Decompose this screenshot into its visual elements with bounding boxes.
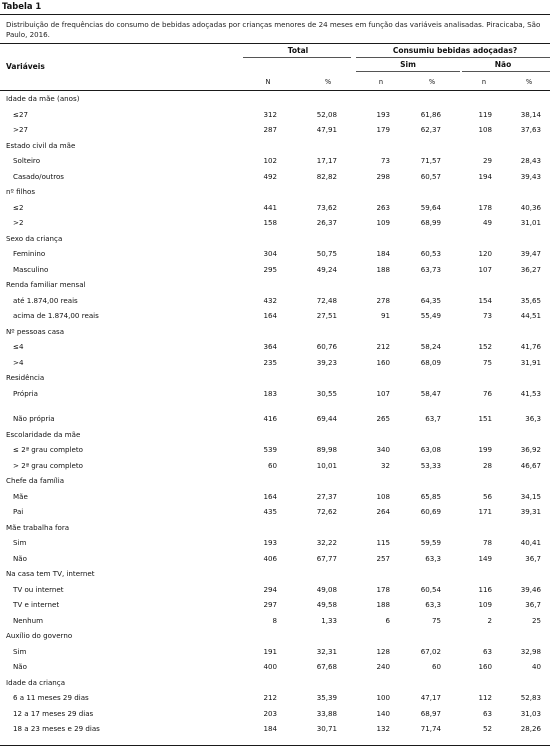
cell-no-n: 2 bbox=[487, 615, 492, 625]
row-label: Não bbox=[13, 553, 27, 563]
top-rule bbox=[0, 14, 550, 15]
cell-yes-pct: 63,73 bbox=[420, 264, 441, 274]
cell-yes-pct: 60,69 bbox=[420, 507, 441, 516]
cell-total-n: 297 bbox=[263, 600, 277, 609]
table-row bbox=[0, 616, 550, 628]
row-label: ≤27 bbox=[13, 109, 28, 119]
cell-no-n: 199 bbox=[478, 445, 492, 454]
header-bottom-rule bbox=[0, 90, 550, 91]
cell-yes-pct: 68,99 bbox=[420, 218, 441, 227]
cell-no-pct: 40,36 bbox=[520, 202, 541, 212]
cell-yes-pct: 58,47 bbox=[420, 388, 441, 398]
category-row bbox=[0, 373, 550, 385]
cell-no-n: 75 bbox=[482, 357, 492, 367]
cell-yes-pct: 55,49 bbox=[420, 311, 441, 320]
row-label: Própria bbox=[13, 388, 38, 398]
cell-yes-pct: 67,02 bbox=[420, 646, 441, 656]
cell-yes-n: 263 bbox=[376, 202, 390, 212]
cell-total-n: 435 bbox=[263, 507, 277, 516]
table-row bbox=[0, 156, 550, 168]
cell-total-pct: 30,55 bbox=[316, 388, 337, 398]
cell-yes-n: 340 bbox=[376, 445, 390, 454]
cell-total-n: 235 bbox=[263, 357, 277, 367]
cell-yes-n: 91 bbox=[380, 311, 390, 320]
cell-no-n: 29 bbox=[482, 156, 492, 165]
cell-no-n: 108 bbox=[478, 125, 492, 134]
cell-total-pct: 1,33 bbox=[321, 615, 337, 625]
cell-total-pct: 67,68 bbox=[316, 662, 337, 671]
category-row bbox=[0, 430, 550, 442]
header-total: Total bbox=[287, 46, 309, 55]
cell-total-n: 158 bbox=[263, 218, 277, 227]
table-row bbox=[0, 172, 550, 184]
row-label: > 2ª grau completo bbox=[13, 460, 83, 470]
row-label: 18 a 23 meses e 29 dias bbox=[13, 724, 100, 733]
table-row bbox=[0, 389, 550, 401]
category-label: Escolaridade da mãe bbox=[6, 429, 81, 439]
cell-total-pct: 30,71 bbox=[316, 724, 337, 733]
cell-no-pct: 31,03 bbox=[520, 708, 541, 718]
cell-no-n: 52 bbox=[482, 724, 492, 733]
row-label: Não bbox=[13, 662, 27, 671]
row-label: acima de 1.874,00 reais bbox=[13, 311, 99, 320]
cell-no-pct: 36,7 bbox=[525, 553, 541, 563]
table-row bbox=[0, 600, 550, 612]
cell-yes-pct: 71,74 bbox=[420, 724, 441, 733]
category-row bbox=[0, 523, 550, 535]
cell-no-pct: 52,83 bbox=[520, 693, 541, 702]
cell-total-pct: 32,22 bbox=[316, 538, 337, 547]
cell-no-pct: 28,26 bbox=[520, 724, 541, 733]
table-row bbox=[0, 585, 550, 597]
cell-total-pct: 73,62 bbox=[316, 202, 337, 212]
category-row bbox=[0, 187, 550, 199]
cell-yes-pct: 68,97 bbox=[420, 708, 441, 718]
row-label: Nenhum bbox=[13, 615, 44, 625]
cell-yes-pct: 60 bbox=[431, 662, 441, 671]
cell-no-n: 76 bbox=[482, 388, 492, 398]
table-row bbox=[0, 296, 550, 308]
row-label: Casado/outros bbox=[13, 171, 64, 181]
cell-total-n: 102 bbox=[263, 156, 277, 165]
row-label: >2 bbox=[13, 218, 24, 227]
cell-no-pct: 31,91 bbox=[520, 357, 541, 367]
cell-yes-n: 212 bbox=[376, 342, 390, 351]
cell-no-pct: 39,31 bbox=[520, 507, 541, 516]
table-row bbox=[0, 709, 550, 721]
header-yes: Sim bbox=[400, 60, 416, 69]
cell-no-n: 151 bbox=[478, 414, 492, 423]
cell-no-pct: 28,43 bbox=[520, 156, 541, 165]
cell-total-n: 60 bbox=[267, 460, 277, 470]
category-label: Renda familiar mensal bbox=[6, 280, 86, 289]
table-bottom-rule bbox=[0, 745, 550, 746]
cell-no-pct: 39,43 bbox=[520, 171, 541, 181]
cell-yes-n: 109 bbox=[376, 218, 390, 227]
cell-yes-pct: 64,35 bbox=[420, 295, 441, 305]
cell-yes-n: 107 bbox=[376, 388, 390, 398]
cell-total-pct: 47,91 bbox=[316, 125, 337, 134]
row-label: Sim bbox=[13, 538, 27, 547]
cell-yes-pct: 61,86 bbox=[420, 109, 441, 119]
cell-yes-n: 265 bbox=[376, 414, 390, 423]
table-row bbox=[0, 724, 550, 736]
cell-yes-n: 115 bbox=[376, 538, 390, 547]
row-label: ≤2 bbox=[13, 202, 24, 212]
cell-total-pct: 32,31 bbox=[316, 646, 337, 656]
cell-no-n: 56 bbox=[482, 491, 492, 501]
cell-total-n: 8 bbox=[272, 615, 277, 625]
row-label: >4 bbox=[13, 357, 24, 367]
cell-total-n: 400 bbox=[263, 662, 277, 671]
table-row bbox=[0, 662, 550, 674]
category-row bbox=[0, 280, 550, 292]
cell-total-n: 416 bbox=[263, 414, 277, 423]
cell-total-pct: 82,82 bbox=[316, 171, 337, 181]
row-label: >27 bbox=[13, 125, 28, 134]
cell-yes-n: 6 bbox=[385, 615, 390, 625]
cell-no-pct: 39,46 bbox=[520, 584, 541, 594]
cell-total-n: 164 bbox=[263, 311, 277, 320]
category-label: Nº pessoas casa bbox=[6, 326, 65, 336]
table-row bbox=[0, 693, 550, 705]
cell-yes-pct: 60,57 bbox=[420, 171, 441, 181]
col-head-total-n: N bbox=[265, 78, 271, 86]
cell-yes-pct: 59,59 bbox=[420, 538, 441, 547]
cell-yes-n: 184 bbox=[376, 249, 390, 258]
cell-yes-n: 100 bbox=[376, 693, 390, 702]
cell-yes-pct: 59,64 bbox=[420, 202, 441, 212]
cell-total-n: 304 bbox=[263, 249, 277, 258]
yes-underline bbox=[356, 71, 460, 72]
cell-yes-n: 188 bbox=[376, 264, 390, 274]
cell-total-n: 191 bbox=[263, 646, 277, 656]
cell-no-n: 152 bbox=[478, 342, 492, 351]
cell-total-pct: 49,24 bbox=[316, 264, 337, 274]
cell-no-pct: 41,53 bbox=[520, 388, 541, 398]
header-no: Não bbox=[494, 60, 512, 69]
cell-yes-n: 193 bbox=[376, 109, 390, 119]
cell-yes-n: 73 bbox=[380, 156, 390, 165]
row-label: 6 a 11 meses 29 dias bbox=[13, 693, 89, 702]
cell-total-pct: 50,75 bbox=[316, 249, 337, 258]
category-row bbox=[0, 678, 550, 690]
cell-no-pct: 25 bbox=[531, 615, 541, 625]
table-row bbox=[0, 647, 550, 659]
cell-no-pct: 36,3 bbox=[525, 414, 541, 423]
cell-total-pct: 49,08 bbox=[316, 584, 337, 594]
table-row bbox=[0, 218, 550, 230]
category-row bbox=[0, 476, 550, 488]
col-head-yes-n: n bbox=[378, 78, 384, 86]
row-label: Não própria bbox=[13, 414, 55, 423]
col-head-yes-pct: % bbox=[428, 78, 436, 86]
cell-total-n: 184 bbox=[263, 724, 277, 733]
cell-total-pct: 67,77 bbox=[316, 553, 337, 563]
row-label: até 1.874,00 reais bbox=[13, 295, 78, 305]
consumed-underline bbox=[356, 57, 550, 58]
category-row bbox=[0, 141, 550, 153]
cell-no-n: 120 bbox=[478, 249, 492, 258]
table-row bbox=[0, 461, 550, 473]
header-consumed: Consumiu bebidas adoçadas? bbox=[392, 46, 518, 55]
cell-yes-n: 132 bbox=[376, 724, 390, 733]
cell-no-n: 28 bbox=[482, 460, 492, 470]
cell-yes-pct: 53,33 bbox=[420, 460, 441, 470]
table-row bbox=[0, 249, 550, 261]
category-row bbox=[0, 631, 550, 643]
cell-no-n: 178 bbox=[478, 202, 492, 212]
cell-total-n: 287 bbox=[263, 125, 277, 134]
table-row bbox=[0, 507, 550, 519]
cell-no-n: 73 bbox=[482, 311, 492, 320]
cell-total-n: 294 bbox=[263, 584, 277, 594]
cell-no-n: 194 bbox=[478, 171, 492, 181]
cell-total-pct: 69,44 bbox=[316, 414, 337, 423]
cell-total-n: 193 bbox=[263, 538, 277, 547]
category-row bbox=[0, 327, 550, 339]
table-row bbox=[0, 311, 550, 323]
cell-no-n: 154 bbox=[478, 295, 492, 305]
cell-yes-n: 128 bbox=[376, 646, 390, 656]
category-label: Sexo da criança bbox=[6, 233, 63, 243]
cell-yes-pct: 63,3 bbox=[425, 600, 441, 609]
cell-yes-pct: 71,57 bbox=[420, 156, 441, 165]
table-row bbox=[0, 538, 550, 550]
cell-total-pct: 49,58 bbox=[316, 600, 337, 609]
table-row bbox=[0, 492, 550, 504]
table-row bbox=[0, 203, 550, 215]
cell-total-n: 432 bbox=[263, 295, 277, 305]
cell-total-pct: 27,37 bbox=[316, 491, 337, 501]
cell-no-n: 49 bbox=[482, 218, 492, 227]
category-label: Idade da mãe (anos) bbox=[6, 94, 80, 103]
cell-yes-pct: 63,7 bbox=[425, 414, 441, 423]
table-row bbox=[0, 445, 550, 457]
cell-yes-n: 240 bbox=[376, 662, 390, 671]
cell-no-pct: 34,15 bbox=[520, 491, 541, 501]
table-row bbox=[0, 125, 550, 137]
cell-yes-pct: 60,53 bbox=[420, 249, 441, 258]
cell-no-n: 63 bbox=[482, 708, 492, 718]
cell-yes-n: 264 bbox=[376, 507, 390, 516]
cell-yes-pct: 65,85 bbox=[420, 491, 441, 501]
cell-no-pct: 44,51 bbox=[520, 311, 541, 320]
category-label: Idade da criança bbox=[6, 677, 66, 687]
cell-no-n: 171 bbox=[478, 507, 492, 516]
cell-no-n: 78 bbox=[482, 538, 492, 547]
cell-total-pct: 39,23 bbox=[316, 357, 337, 367]
row-label: Mãe bbox=[13, 491, 28, 501]
cell-no-pct: 40,41 bbox=[520, 538, 541, 547]
cell-yes-n: 298 bbox=[376, 171, 390, 181]
cell-total-n: 164 bbox=[263, 491, 277, 501]
cell-total-n: 312 bbox=[263, 109, 277, 119]
cell-yes-pct: 62,37 bbox=[420, 125, 441, 134]
cell-no-n: 112 bbox=[478, 693, 492, 702]
row-label: Sim bbox=[13, 646, 27, 656]
cell-no-n: 119 bbox=[478, 109, 492, 119]
table-caption: Distribuição de frequências do consumo de bebidas adoçadas por crianças menores de 24 meses em função das variáveis analisadas. Piracicaba, São Paulo, 2016. bbox=[6, 20, 541, 40]
category-label: Chefe da família bbox=[6, 476, 65, 485]
header-variables: Variáveis bbox=[6, 62, 45, 71]
cell-total-pct: 89,98 bbox=[316, 445, 337, 454]
cell-no-pct: 32,98 bbox=[520, 646, 541, 656]
cell-total-pct: 17,17 bbox=[316, 156, 337, 165]
category-label: Mãe trabalha fora bbox=[6, 522, 70, 532]
cell-no-n: 109 bbox=[478, 600, 492, 609]
table-row bbox=[0, 110, 550, 122]
table-row bbox=[0, 265, 550, 277]
category-label: Auxílio do governo bbox=[6, 631, 73, 640]
cell-total-pct: 10,01 bbox=[316, 460, 337, 470]
cell-total-pct: 72,62 bbox=[316, 507, 337, 516]
cell-yes-n: 257 bbox=[376, 553, 390, 563]
cell-no-pct: 40 bbox=[531, 662, 541, 671]
cell-yes-n: 178 bbox=[376, 584, 390, 594]
category-label: Na casa tem TV, internet bbox=[6, 569, 95, 578]
cell-total-pct: 33,88 bbox=[316, 708, 337, 718]
row-label: TV ou internet bbox=[13, 584, 64, 594]
cell-yes-n: 188 bbox=[376, 600, 390, 609]
cell-no-pct: 35,65 bbox=[520, 295, 541, 305]
table-row bbox=[0, 554, 550, 566]
category-row bbox=[0, 94, 550, 106]
cell-total-n: 539 bbox=[263, 445, 277, 454]
cell-no-n: 107 bbox=[478, 264, 492, 274]
cell-no-pct: 36,27 bbox=[520, 264, 541, 274]
cell-total-pct: 72,48 bbox=[316, 295, 337, 305]
cell-yes-pct: 47,17 bbox=[420, 693, 441, 702]
cell-yes-pct: 75 bbox=[431, 615, 441, 625]
category-row bbox=[0, 569, 550, 581]
category-label: nº filhos bbox=[6, 187, 36, 196]
cell-yes-n: 278 bbox=[376, 295, 390, 305]
cell-total-n: 183 bbox=[263, 388, 277, 398]
cell-yes-pct: 68,09 bbox=[420, 357, 441, 367]
category-row bbox=[0, 234, 550, 246]
header-top-rule bbox=[0, 43, 550, 44]
cell-yes-n: 179 bbox=[376, 125, 390, 134]
cell-total-pct: 26,37 bbox=[316, 218, 337, 227]
cell-total-n: 441 bbox=[263, 202, 277, 212]
cell-total-pct: 60,76 bbox=[316, 342, 337, 351]
cell-yes-pct: 58,24 bbox=[420, 342, 441, 351]
category-label: Estado civil da mãe bbox=[6, 140, 76, 150]
table-row bbox=[0, 358, 550, 370]
cell-no-pct: 46,67 bbox=[520, 460, 541, 470]
category-label: Residência bbox=[6, 373, 45, 382]
cell-total-pct: 35,39 bbox=[316, 693, 337, 702]
table-row bbox=[0, 414, 550, 426]
cell-no-n: 116 bbox=[478, 584, 492, 594]
cell-no-n: 160 bbox=[478, 662, 492, 671]
cell-total-pct: 52,08 bbox=[316, 109, 337, 119]
cell-total-n: 364 bbox=[263, 342, 277, 351]
row-label: Masculino bbox=[13, 264, 49, 274]
cell-yes-pct: 63,08 bbox=[420, 445, 441, 454]
row-label: Solteiro bbox=[13, 156, 41, 165]
row-label: Pai bbox=[13, 507, 24, 516]
cell-total-pct: 27,51 bbox=[316, 311, 337, 320]
cell-total-n: 492 bbox=[263, 171, 277, 181]
cell-yes-n: 32 bbox=[380, 460, 390, 470]
no-underline bbox=[462, 71, 550, 72]
row-label: ≤4 bbox=[13, 342, 24, 351]
row-label: TV e internet bbox=[13, 600, 60, 609]
cell-total-n: 295 bbox=[263, 264, 277, 274]
cell-no-pct: 36,92 bbox=[520, 445, 541, 454]
cell-no-pct: 38,14 bbox=[520, 109, 541, 119]
cell-total-n: 212 bbox=[263, 693, 277, 702]
col-head-no-pct: % bbox=[525, 78, 533, 86]
cell-total-n: 406 bbox=[263, 553, 277, 563]
row-label: Feminino bbox=[13, 249, 46, 258]
table-label: Tabela 1 bbox=[2, 1, 42, 11]
table-row bbox=[0, 342, 550, 354]
cell-total-n: 203 bbox=[263, 708, 277, 718]
cell-no-pct: 37,63 bbox=[520, 125, 541, 134]
cell-no-pct: 31,01 bbox=[520, 218, 541, 227]
row-label: 12 a 17 meses 29 dias bbox=[13, 708, 94, 718]
cell-no-n: 149 bbox=[478, 553, 492, 563]
row-label: ≤ 2ª grau completo bbox=[13, 445, 83, 454]
cell-no-pct: 39,47 bbox=[520, 249, 541, 258]
col-head-no-n: n bbox=[481, 78, 487, 86]
total-underline bbox=[243, 57, 351, 58]
cell-yes-n: 160 bbox=[376, 357, 390, 367]
col-head-total-pct: % bbox=[324, 78, 332, 86]
cell-no-pct: 36,7 bbox=[525, 600, 541, 609]
cell-yes-n: 108 bbox=[376, 491, 390, 501]
cell-yes-pct: 60,54 bbox=[420, 584, 441, 594]
cell-yes-pct: 63,3 bbox=[425, 553, 441, 563]
cell-no-pct: 41,76 bbox=[520, 342, 541, 351]
cell-no-n: 63 bbox=[482, 646, 492, 656]
cell-yes-n: 140 bbox=[376, 708, 390, 718]
